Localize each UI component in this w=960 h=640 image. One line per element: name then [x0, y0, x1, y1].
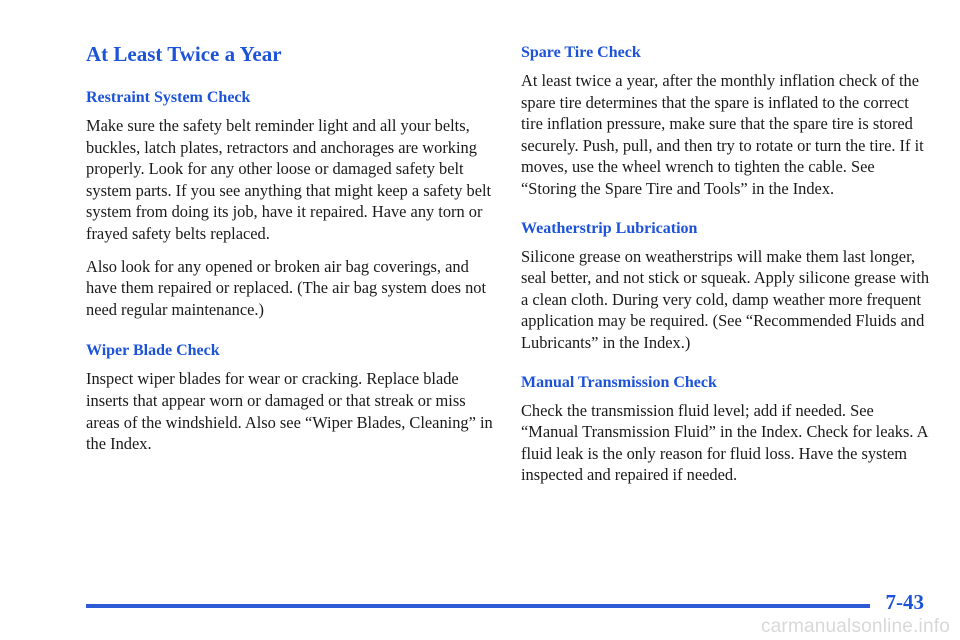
page-number: 7-43: [885, 590, 924, 614]
wiper-blade-heading: Wiper Blade Check: [86, 342, 220, 360]
manual-transmission-section: [521, 372, 933, 486]
right-column: [521, 42, 933, 500]
weatherstrip-heading: Weatherstrip Lubrication: [521, 219, 698, 237]
spare-tire-paragraph: At least twice a year, after the monthly inflation check of the spare tire determines that the spare is inflated to the correct tire inflation pressure, make sure that the spare tire is stored securely. Push, pull, and then try to rotate or turn the tire. If it moves, use the wheel wrench to tighten the cable. See “Storing the Spare Tire and Tools” in the Index.: [521, 71, 924, 198]
watermark: carmanualsonline.info: [760, 616, 950, 637]
page-title: At Least Twice a Year: [86, 42, 282, 66]
weatherstrip-paragraph: Silicone grease on weatherstrips will make them last longer, seal better, and not stick or squeak. Apply silicone grease with a clean cloth. During very cold, damp weather more frequent application may be required. (See “Recommended Fluids and Lubricants” in the Index.): [521, 246, 930, 352]
spare-tire-section: [521, 42, 933, 200]
manual-transmission-paragraph: Check the transmission fluid level; add if needed. See “Manual Transmission Fluid” in the Index. Check for leaks. A fluid leak is the only reason for fluid loss. Have the system inspected and repaired if needed.: [521, 400, 928, 485]
wiper-blade-paragraph: Inspect wiper blades for wear or cracking. Replace blade inserts that appear worn or damaged or that streak or miss areas of the windshield. Also see “Wiper Blades, Cleaning” in the Index.: [86, 369, 493, 454]
left-column: [86, 38, 498, 469]
manual-transmission-heading: Manual Transmission Check: [521, 373, 717, 391]
restraint-system-heading: Restraint System Check: [86, 89, 251, 106]
restraint-system-paragraph-2: Also look for any opened or broken air bag coverings, and have them repaired or replaced. (The air bag system does not need regular maintenance.): [86, 256, 487, 319]
wiper-blade-section: [86, 340, 498, 454]
spare-tire-heading: Spare Tire Check: [521, 44, 641, 61]
restraint-system-section: [86, 87, 498, 320]
weatherstrip-section: [521, 218, 933, 354]
footer-rule: [86, 604, 870, 608]
restraint-system-paragraph-1: Make sure the safety belt reminder light and all your belts, buckles, latch plates, retractors and anchorages are working properly. Look for any other loose or damaged safety belt system parts. If you see anything that might keep a safety belt system from doing its job, have it repaired. Have any torn or frayed safety belts replaced.: [86, 116, 492, 243]
